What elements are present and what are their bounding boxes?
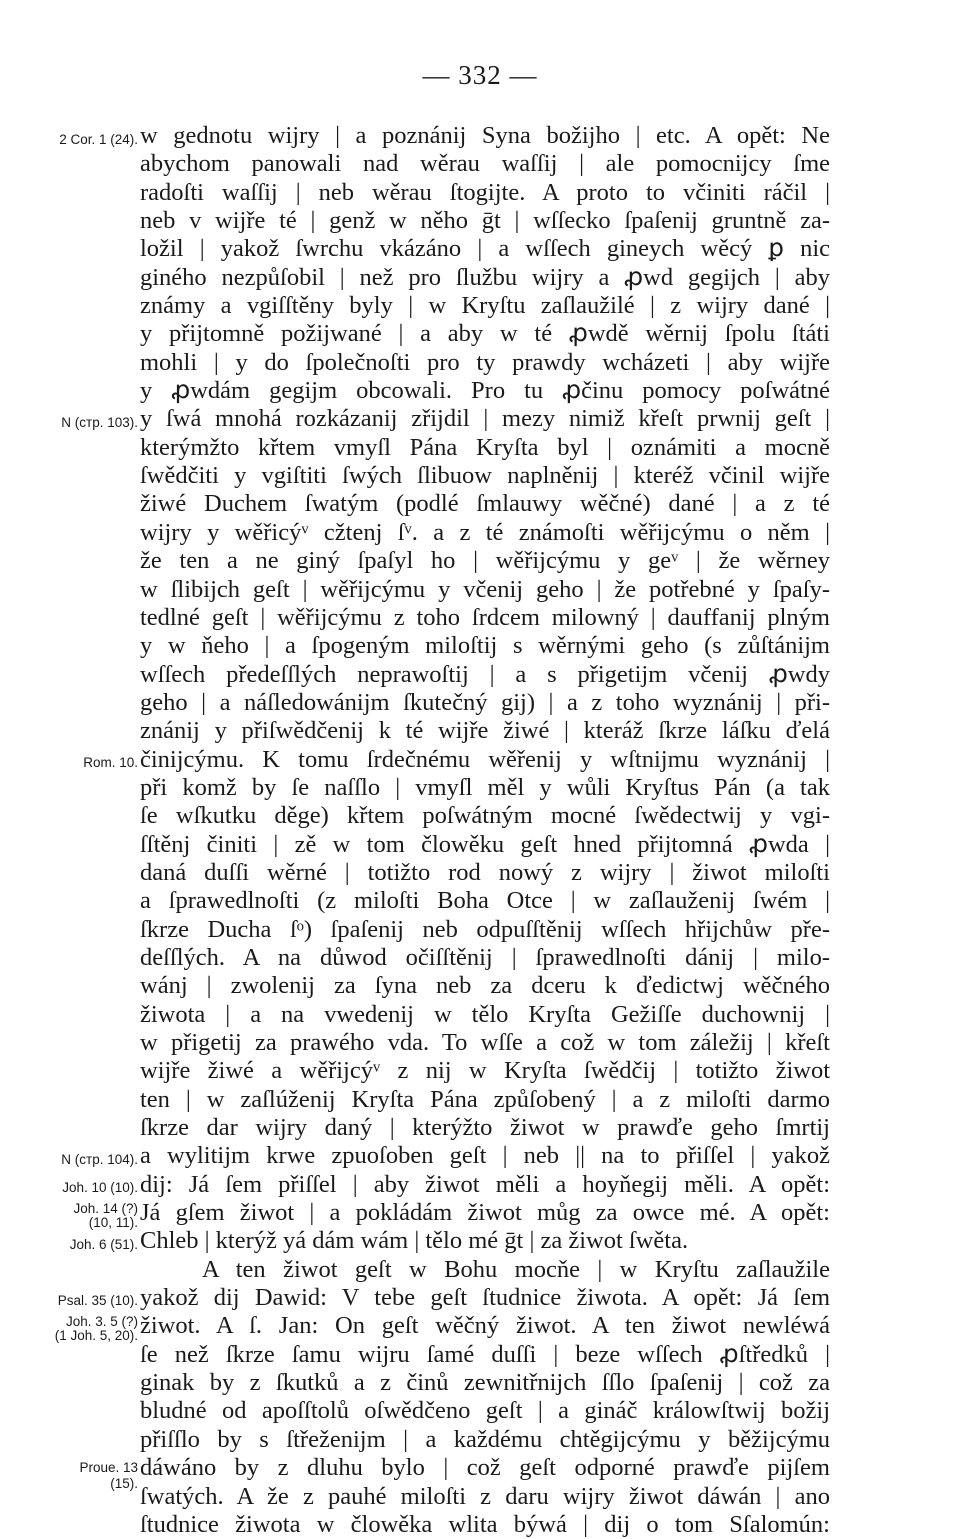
text-line: žiwé Duchem ſwatým (podlé ſmlauwy wěčné) dané | a z té <box>140 490 830 518</box>
text-line: abychom panowali nad wěrau waſſij | ale pomocnijcy ſme <box>140 150 830 178</box>
margin-reference: N (стр. 104). <box>61 1152 138 1167</box>
margin-reference: Joh. 3. 5 (?) <box>65 1314 138 1329</box>
text-line: znánij y přiſwědčenij k té wijře žiwé | kteráž ſkrze láſku ďelá <box>140 717 830 745</box>
text-line: přiſſlo by s ſtřeženijm | a každému chtěgijcýmu y běžijcýmu <box>140 1425 830 1453</box>
text-line: Já gſem žiwot | a pokládám žiwot můg za owce mé. A opět: <box>140 1199 830 1227</box>
text-line: ſſtěnj činiti | zě w tom člowěku geſt hned přijtomná ꝓwda | <box>140 830 830 858</box>
text-line: w ſlibijch geſt | wěřijcýmu y včenij geho | že potřebné y ſpaſy- <box>140 575 830 603</box>
margin-reference: Rom. 10. <box>83 755 138 770</box>
text-line: ſe wſkutku děge) křtem poſwátným mocné ſwědectwij y vgi- <box>140 802 830 830</box>
text-line: giného nezpůſobil | než pro ſlužbu wijry a ꝓwd gegijch | aby <box>140 263 830 291</box>
margin-reference: (15). <box>110 1476 138 1491</box>
text-line: činijcýmu. K tomu ſrdečnému wěřenij y wſtnijmu wyznánij | <box>140 745 830 773</box>
text-line: wijry y wěřicýᵛ cžtenj ſᵛ. a z té známoſti wěřijcýmu o něm | <box>140 518 830 546</box>
text-line: y přijtomně požijwané | a aby w té ꝓwdě wěrnij ſpolu ſtáti <box>140 320 830 348</box>
text-line: že ten a ne giný ſpaſyl ho | wěřijcýmu y geᵛ | že wěrney <box>140 547 830 575</box>
margin-reference: N (стр. 103). <box>61 415 138 430</box>
text-line: yakož dij Dawid: V tebe geſt ſtudnice žiwota. A opět: Já ſem <box>140 1284 830 1312</box>
margin-reference: (1 Joh. 5, 20). <box>54 1328 138 1343</box>
margin-reference: Proue. 13 <box>79 1460 138 1475</box>
text-line: ſtudnice žiwota w člowěka wlita býwá | dij o tom Sſalomún: <box>140 1510 830 1538</box>
text-line: A ten žiwot geſt w Bohu mocňe | w Kryſtu zaſlaužile <box>202 1255 830 1283</box>
text-line: ſe než ſkrze ſamu wijru ſamé duſſi | beze wſſech ꝓſtředků | <box>140 1340 830 1368</box>
text-line: y ſwá mnohá rozkázanij zřijdil | mezy nimiž křeſt prwnij geſt | <box>140 405 830 433</box>
text-line: wſſech předeſſlých neprawoſtij | a s přigetijm včenij ꝓwdy <box>140 660 830 688</box>
text-line: geho | a náſledowánijm ſkutečný gij) | a z toho wyznánij | při- <box>140 688 830 716</box>
text-line: tedlné geſt | wěřijcýmu z toho ſrdcem milowný | dauffanij plným <box>140 603 830 631</box>
text-line: wánj | zwolenij za ſyna neb za dceru k ďedictwj wěčného <box>140 972 830 1000</box>
margin-reference: Joh. 14 (?) <box>73 1201 138 1216</box>
text-line: a ſprawedlnoſti (z miloſti Boha Otce | w zaſlauženij ſwém | <box>140 887 830 915</box>
text-line: žiwota | a na vwedenij w tělo Kryſta Gežiſſe duchownij | <box>140 1000 830 1028</box>
text-line: dij: Já ſem přiſſel | aby žiwot měli a hoyňegij měli. A opět: <box>140 1170 830 1198</box>
text-line: ſwatých. A že z pauhé miloſti z daru wijry žiwot dáwán | ano <box>140 1482 830 1510</box>
text-line: kterýmžto křtem vmyſl Pána Kryſta byl | oznámiti a mocně <box>140 433 830 461</box>
text-line: y w ňeho | a ſpogeným miloſtij s wěrnými geho (s zůſtánijm <box>140 632 830 660</box>
text-line: w přigetij za prawého vda. To wſſe a což w tom záležij | křeſt <box>140 1029 830 1056</box>
text-line: a wylitijm krwe zpuoſoben geſt | neb || na to přiſſel | yakož <box>140 1142 830 1170</box>
margin-reference: Joh. 6 (51). <box>69 1237 138 1252</box>
margin-reference: Psal. 35 (10). <box>57 1293 138 1308</box>
body-text <box>140 122 830 1539</box>
text-line: ten | w zaſlúženij Kryſta Pána způſobený | a z miloſti darmo <box>140 1085 830 1113</box>
text-line: w gednotu wijry | a poznánij Syna božijho | etc. A opět: Ne <box>140 122 830 149</box>
text-line: y ꝓwdám gegijm obcowali. Pro tu ꝓčinu pomocy poſwátné <box>140 377 830 405</box>
text-line: ginak by z ſkutků a z činů zewnitřnijch ſſlo ſpaſenij | což za <box>140 1369 830 1397</box>
text-line: mohli | y do ſpolečnoſti pro ty prawdy wcházeti | aby wijře <box>140 348 830 376</box>
text-line: neb v wijře té | genž w něho ḡt | wſſecko ſpaſenij gruntně za- <box>140 207 830 235</box>
text-line: ſkrze Ducha ſᵒ) ſpaſenij neb odpuſſtěnij wſſech hřijchůw pře- <box>140 915 830 943</box>
text-line: žiwot. A ſ. Jan: On geſt wěčný žiwot. A ten žiwot newléwá <box>140 1312 830 1340</box>
margin-reference: Joh. 10 (10). <box>62 1180 138 1195</box>
text-line: wijře žiwé a wěřijcýᵛ z nij w Kryſta ſwědčij | totižto žiwot <box>140 1057 830 1085</box>
margin-reference: (10, 11). <box>88 1215 138 1230</box>
page-number: — 332 — <box>422 60 538 90</box>
text-line: radoſti waſſij | neb wěrau ſtogijte. A proto to včiniti ráčil | <box>140 178 830 206</box>
text-line: ſkrze dar wijry daný | kterýžto žiwot w prawďe geho ſmrtij <box>140 1114 830 1142</box>
text-line: bludné od apoſſtolů oſwědčeno geſt | a gináč králowſtwij božij <box>140 1397 830 1425</box>
text-line: ložil | yakož ſwrchu vkázáno | a wſſech gineych wěcý ꝑ nic <box>140 235 830 263</box>
text-line: dáwáno by z dluhu bylo | což geſt odporné prawďe pijſem <box>140 1454 830 1482</box>
text-line: při komž by ſe naſſlo | vmyſl měl y wůli Kryſtus Pán (a tak <box>140 773 830 801</box>
text-line: známy a vgiſſtěny byly | w Kryſtu zaſlaužilé | z wijry dané | <box>140 292 830 320</box>
text-line: deſſlých. A na důwod očiſſtěnij | ſprawedlnoſti dánij | milo- <box>140 943 830 971</box>
margin-reference: 2 Cor. 1 (24). <box>59 132 138 147</box>
text-line: ſwědčiti y vgiſtiti ſwých ſlibuow naplněnij | kteréž včinil wijře <box>140 462 830 490</box>
text-line: Chleb | kterýž yá dám wám | tělo mé ḡt | za žiwot ſwěta. <box>140 1227 689 1255</box>
text-line: daná duſſi wěrné | totižto rod nowý z wijry | žiwot miloſti <box>140 858 830 886</box>
